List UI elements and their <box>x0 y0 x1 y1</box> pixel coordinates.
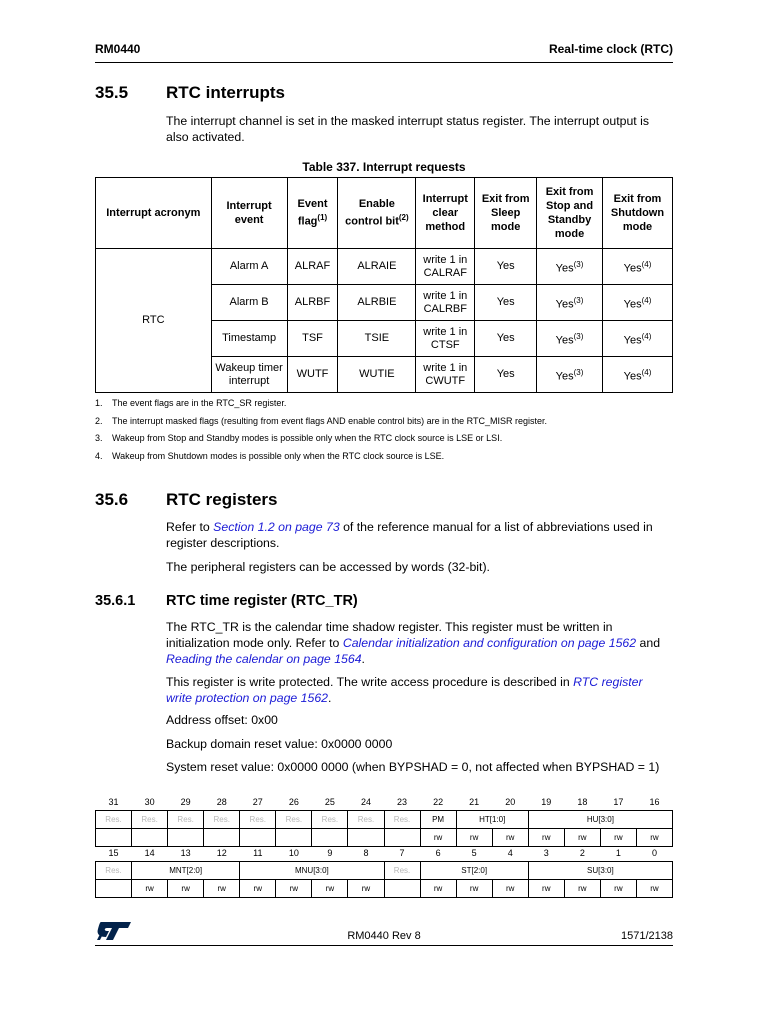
bit-number: 17 <box>613 796 624 807</box>
stop-cell: Yes$^{(3)}$ <box>537 357 603 393</box>
header-event: Interrupt event <box>211 178 287 249</box>
clear-cell: write 1 in CALRAF <box>416 249 475 285</box>
clear-cell: write 1 in CTSF <box>416 321 475 357</box>
access-row <box>96 880 673 898</box>
section-link[interactable]: Section 1.2 on page 73 <box>213 520 340 534</box>
flag-cell: TSF <box>287 321 338 357</box>
bit-number: 14 <box>144 847 155 858</box>
bit-number: 1 <box>615 847 621 858</box>
calendar-init-link[interactable]: Calendar initialization and configuration on page 1562 <box>342 636 637 650</box>
register-lower-half <box>95 844 673 898</box>
bit-number: 18 <box>577 796 588 807</box>
document-revision: RM0440 Rev 8 <box>347 930 421 942</box>
interrupts-paragraph: The interrupt channel is set in the masked interrupt status register. The interrupt output is also activated. <box>166 114 650 144</box>
shutdown-cell: Yes$^{(4)}$ <box>603 285 673 321</box>
access-cell <box>96 880 132 898</box>
footnote: 1. The event flags are in the RTC_SR register. <box>95 398 287 408</box>
access-cell: rw <box>600 829 636 847</box>
write-protection-link[interactable]: RTC register write protection on page 1562 <box>166 675 643 705</box>
access-cell: rw <box>492 880 528 898</box>
registers-paragraph: Refer to Section 1.2 on page 73 of the reference manual for a list of abbreviations used in register descriptions. <box>166 520 653 550</box>
bit-field: HT[1:0] <box>456 811 528 829</box>
tr-description-paragraph: The RTC_TR is the calendar time shadow register. This register must be written in initialization mode only. Refer to Calendar initialization and configuration on page 1562 and Reading the calendar on page 1564. <box>166 620 661 666</box>
enable-cell: TSIE <box>338 321 416 357</box>
bit-number: 4 <box>507 847 513 858</box>
sleep-cell: Yes <box>475 249 537 285</box>
bit-number: 11 <box>253 847 263 858</box>
interrupt-requests-table <box>95 177 673 393</box>
clear-cell: write 1 in CWUTF <box>416 357 475 393</box>
event-cell: Wakeup timer interrupt <box>211 357 287 393</box>
header-acronym: Interrupt acronym <box>96 178 212 249</box>
bit-number: 0 <box>651 847 657 858</box>
header-stop: Exit from Stop and Standby mode <box>537 178 603 249</box>
access-cell: rw <box>528 880 564 898</box>
bit-number: 5 <box>471 847 477 858</box>
bit-number: 6 <box>435 847 441 858</box>
access-cell: rw <box>168 880 204 898</box>
bit-field: MNU[3:0] <box>240 862 384 880</box>
reserved-bit-field: Res. <box>204 811 240 829</box>
acronym-cell: RTC <box>96 249 212 393</box>
shutdown-cell: Yes$^{(4)}$ <box>603 249 673 285</box>
bit-number: 7 <box>399 847 405 858</box>
section-title: RTC interrupts <box>166 83 285 102</box>
access-cell: rw <box>240 880 276 898</box>
reserved-bit-field: Res. <box>384 811 420 829</box>
reserved-bit-field: Res. <box>276 811 312 829</box>
bit-number: 31 <box>108 796 119 807</box>
access-cell <box>384 880 420 898</box>
footnote: 4. Wakeup from Shutdown modes is possible only when the RTC clock source is LSE. <box>95 451 445 461</box>
header-sleep: Exit from Sleep mode <box>475 178 537 249</box>
access-cell: rw <box>276 880 312 898</box>
flag-cell: ALRAF <box>287 249 338 285</box>
flag-cell: ALRBF <box>287 285 338 321</box>
backup-reset-value: Backup domain reset value: 0x0000 0000 <box>166 737 393 751</box>
reserved-bit-field: Res. <box>240 811 276 829</box>
reserved-bit-field: Res. <box>96 811 132 829</box>
bit-number: 10 <box>288 847 299 858</box>
access-cell: rw <box>564 880 600 898</box>
clear-cell: write 1 in CALRBF <box>416 285 475 321</box>
section-title: RTC registers <box>166 490 278 509</box>
access-cell: rw <box>456 829 492 847</box>
section-number: 35.6 <box>95 490 129 509</box>
register-upper-half <box>95 793 673 847</box>
access-cell: rw <box>564 829 600 847</box>
access-cell: rw <box>348 880 384 898</box>
enable-cell: WUTIE <box>338 357 416 393</box>
bit-number: 24 <box>360 796 371 807</box>
enable-cell: ALRBIE <box>338 285 416 321</box>
header-enable: Enable control bit$^{(2)}$ <box>338 178 416 249</box>
footnote: 3. Wakeup from Stop and Standby modes is possible only when the RTC clock source is LSE or LSI. <box>95 433 503 443</box>
access-cell: rw <box>312 880 348 898</box>
system-reset-value: System reset value: 0x0000 0000 (when BYPSHAD = 0, not affected when BYPSHAD = 1) <box>166 760 660 774</box>
bit-number: 29 <box>180 796 191 807</box>
access-cell: rw <box>636 829 672 847</box>
header-rule <box>95 62 673 63</box>
shutdown-cell: Yes$^{(4)}$ <box>603 357 673 393</box>
bit-number: 26 <box>288 796 299 807</box>
header-flag: Event flag$^{(1)}$ <box>287 178 338 249</box>
reserved-bit-field: Res. <box>312 811 348 829</box>
bit-number: 28 <box>216 796 227 807</box>
flag-cell: WUTF <box>287 357 338 393</box>
chapter-title: Real-time clock (RTC) <box>548 42 673 56</box>
footer-rule <box>95 945 673 946</box>
bit-number: 21 <box>469 796 480 807</box>
sleep-cell: Yes <box>475 285 537 321</box>
header-shutdown: Exit from Shutdown mode <box>603 178 673 249</box>
stop-cell: Yes$^{(3)}$ <box>537 321 603 357</box>
reading-calendar-link[interactable]: Reading the calendar on page 1564 <box>166 652 362 666</box>
bit-number: 25 <box>324 796 335 807</box>
bit-number: 12 <box>216 847 227 858</box>
bit-number: 22 <box>433 796 444 807</box>
registers-access-paragraph: The peripheral registers can be accessed by words (32-bit). <box>166 560 490 574</box>
access-cell: rw <box>456 880 492 898</box>
bit-number-row <box>96 793 673 811</box>
section-number: 35.5 <box>95 83 129 102</box>
access-cell: rw <box>420 880 456 898</box>
event-cell: Alarm B <box>211 285 287 321</box>
bit-number: 19 <box>541 796 552 807</box>
bit-number: 20 <box>505 796 516 807</box>
access-cell: rw <box>528 829 564 847</box>
table-row <box>96 249 673 285</box>
bit-number: 23 <box>397 796 408 807</box>
bit-number-row <box>96 844 673 862</box>
table-caption: Table 337. Interrupt requests <box>302 160 466 174</box>
tr-protection-paragraph: This register is write protected. The write access procedure is described in RTC register write protection on page 1562. <box>166 675 643 705</box>
page-number: 1571/2138 <box>621 930 673 942</box>
bit-number: 30 <box>144 796 155 807</box>
bit-number: 16 <box>649 796 660 807</box>
enable-cell: ALRAIE <box>338 249 416 285</box>
bit-number: 13 <box>180 847 191 858</box>
access-cell: rw <box>636 880 672 898</box>
bit-field: MNT[2:0] <box>132 862 240 880</box>
access-cell: rw <box>204 880 240 898</box>
bit-number: 3 <box>543 847 549 858</box>
access-cell: rw <box>132 880 168 898</box>
header-clear: Interrupt clear method <box>416 178 475 249</box>
sleep-cell: Yes <box>475 357 537 393</box>
reserved-bit-field: Res. <box>384 862 420 880</box>
bit-field: ST[2:0] <box>420 862 528 880</box>
access-cell: rw <box>600 880 636 898</box>
bit-field: HU[3:0] <box>528 811 672 829</box>
address-offset: Address offset: 0x00 <box>166 713 278 727</box>
sleep-cell: Yes <box>475 321 537 357</box>
subsection-title: RTC time register (RTC_TR) <box>166 593 358 609</box>
bit-number: 2 <box>579 847 585 858</box>
reserved-bit-field: Res. <box>168 811 204 829</box>
bit-number: 15 <box>108 847 119 858</box>
subsection-number: 35.6.1 <box>95 593 136 609</box>
reserved-bit-field: Res. <box>132 811 168 829</box>
access-cell: rw <box>420 829 456 847</box>
stop-cell: Yes$^{(3)}$ <box>537 249 603 285</box>
bit-number: 9 <box>327 847 333 858</box>
bit-number: 27 <box>252 796 263 807</box>
bit-field: PM <box>420 811 456 829</box>
reserved-bit-field: Res. <box>96 862 132 880</box>
event-cell: Timestamp <box>211 321 287 357</box>
bit-field-row <box>96 811 673 829</box>
stop-cell: Yes$^{(3)}$ <box>537 285 603 321</box>
bit-number: 8 <box>363 847 369 858</box>
table-header-row <box>96 178 673 249</box>
shutdown-cell: Yes$^{(4)}$ <box>603 321 673 357</box>
footnote: 2. The interrupt masked flags (resulting from event flags AND enable control bits) are in the RTC_MISR register. <box>95 416 548 426</box>
bit-field-row <box>96 862 673 880</box>
bit-field: SU[3:0] <box>528 862 672 880</box>
event-cell: Alarm A <box>211 249 287 285</box>
reserved-bit-field: Res. <box>348 811 384 829</box>
access-cell: rw <box>492 829 528 847</box>
doc-id: RM0440 <box>95 42 141 56</box>
